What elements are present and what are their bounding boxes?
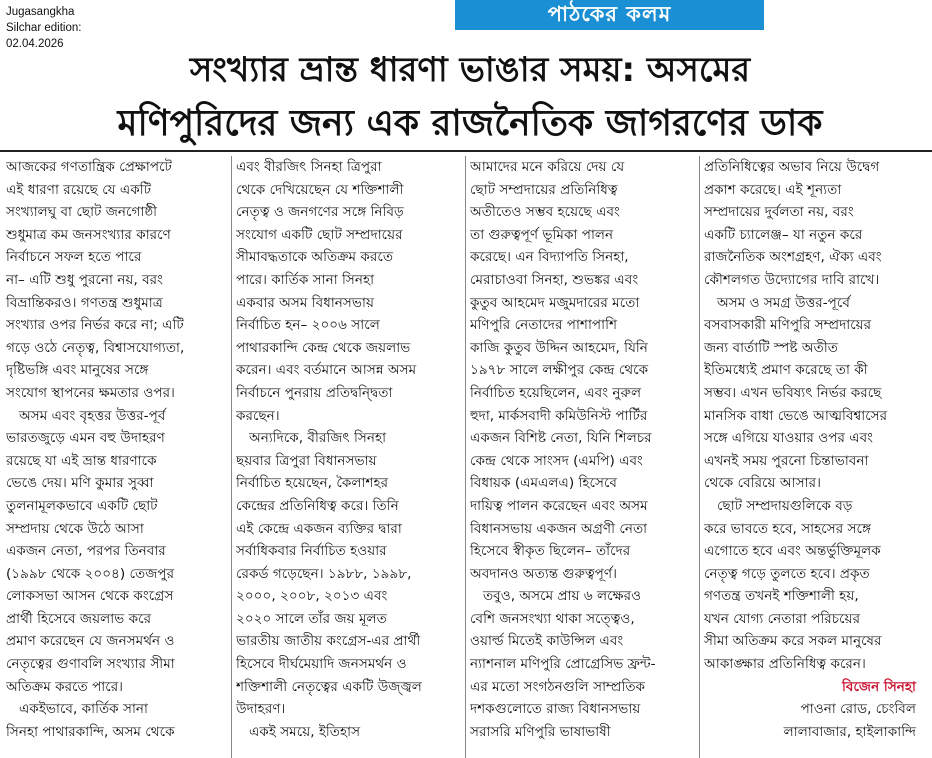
text-line: নির্বাচনে পুনরায় প্রতিদ্বন্দ্বিতা — [236, 384, 393, 401]
text-line: সঙ্গে এগিয়ে যাওয়ার ওপর এবং — [704, 430, 874, 447]
text-line: দায়িত্ব পালন করেছেন এবং অসম — [470, 497, 648, 514]
text-line: সংখ্যার ওপর নির্ভর করে না; এটি — [6, 317, 184, 334]
text-line: করছেন। — [236, 407, 280, 424]
text-line: লোকসভা আসন থেকে কংগ্রেস — [6, 588, 174, 605]
text-line: অন্যদিকে, বীরজিৎ সিনহা — [236, 430, 387, 447]
text-line: কুতুব আহমেদ মজুমদারের মতো — [470, 294, 640, 311]
text-line: নির্বাচনে সফল হতে পারে — [6, 249, 142, 266]
text-line: পারে। কার্তিক সানা সিনহা — [236, 271, 375, 288]
text-line: বসবাসকারী মণিপুরি সম্প্রদায়ের — [704, 317, 872, 334]
text-line: কেন্দ্র থেকে সাংসদ (এমপি) এবং — [470, 452, 643, 469]
text-line: এগোতে হবে এবং অন্তর্ভুক্তিমূলক — [704, 543, 881, 560]
section-title: পাঠকের কলম — [547, 1, 672, 26]
text-line: হিসেবে দীর্ঘমেয়াদি জনসমর্থন ও — [236, 656, 407, 673]
text-line: প্রার্থী হিসেবে জয়লাভ করে — [6, 610, 152, 627]
column-4-text — [704, 156, 928, 676]
text-line: এই ধারণা রয়েছে যে একটি — [6, 181, 152, 198]
edition-name: Silchar edition: — [6, 22, 82, 34]
text-line: নির্বাচিত হয়েছিলেন, এবং নুরুল — [470, 384, 642, 401]
text-line: তা গুরুত্বপূর্ণ ভূমিকা পালন — [470, 226, 614, 243]
article-headline — [20, 44, 920, 152]
text-line: মানসিক বাধা ভেঙে আত্মবিশ্বাসের — [704, 407, 888, 424]
text-line: একই সময়ে, ইতিহাস — [236, 723, 361, 740]
edition-date: 02.04.2026 — [6, 38, 64, 50]
article-column-3 — [470, 156, 696, 756]
text-line: একবার অসম বিধানসভায় — [236, 294, 374, 311]
text-line: অবদানও অত্যন্ত গুরুত্বপূর্ণ। — [470, 565, 617, 582]
text-line: করেছে। এন বিদ্যাপতি সিনহা, — [470, 249, 629, 266]
text-line: গণতন্ত্র তখনই শক্তিশালী হয়, — [704, 588, 859, 605]
text-line: করে ভাবতে হবে, সাহসের সঙ্গে — [704, 520, 871, 537]
text-line: সম্প্রদায় থেকে উঠে আসা — [6, 520, 144, 537]
text-line: রাজনৈতিক অংশগ্রহণ, ঐক্য এবং — [704, 249, 882, 266]
text-line: মেরাচাওবা সিনহা, শুভঙ্কর এবং — [470, 271, 639, 288]
headline-rule — [0, 150, 932, 152]
text-line: বিধানসভায় একজন অগ্রণী নেতা — [470, 520, 648, 537]
text-line: নেতৃত্ব ও জনগণের সঙ্গে নিবিড় — [236, 204, 404, 221]
text-line: প্রতিনিধিত্বের অভাব নিয়ে উদ্বেগ — [704, 159, 880, 175]
text-line: একটি চ্যালেঞ্জ– যা নতুন করে — [704, 226, 863, 243]
text-line: কেন্দ্রের প্রতিনিধিত্ব করে। তিনি — [236, 497, 399, 514]
text-line: ২০২০ সালে তাঁর জয় মূলত — [236, 610, 387, 627]
text-line: ভারতজুড়ে এমন বহু উদাহরণ — [6, 430, 165, 447]
text-line: সংযোগ একটি ছোট সম্প্রদায়ের — [236, 226, 403, 243]
text-line: সংযোগ স্থাপনের ক্ষমতার ওপর। — [6, 384, 175, 401]
text-line: ভারতীয় জাতীয় কংগ্রেস-এর প্রার্থী — [236, 633, 421, 650]
text-line: শক্তিশালী নেতৃত্বের একটি উজ্জ্বল — [236, 678, 422, 695]
text-line: একইভাবে, কার্তিক সানা — [6, 701, 148, 718]
text-line: বিভ্রান্তিকরও। গণতন্ত্র শুধুমাত্র — [6, 294, 163, 311]
text-line: এর মতো সংগঠনগুলি সাম্প্রতিক — [470, 678, 646, 695]
text-line: থেকে বেরিয়ে আসার। — [704, 475, 821, 492]
text-line: আকাঙ্ক্ষার প্রতিনিধিত্ব করেন। — [704, 656, 866, 673]
text-line: সরাসরি মণিপুরি ভাষাভাষী — [470, 723, 611, 740]
author-name: বিজেন সিনহা — [842, 678, 916, 695]
text-line: হুদা, মার্কসবাদী কমিউনিস্ট পার্টির — [470, 407, 648, 424]
text-line: সংখ্যালঘু বা ছোট জনগোষ্ঠী — [6, 204, 158, 221]
text-line: যখন যোগ্য নেতারা পরিচয়ের — [704, 610, 861, 627]
article-column-4 — [704, 156, 928, 756]
text-line: নির্বাচিত হন– ২০০৬ সালে — [236, 317, 380, 334]
text-line: প্রকাশ করেছে। এই শূন্যতা — [704, 181, 842, 198]
text-line: বিধায়ক (এমএলএ) হিসেবে — [470, 475, 617, 492]
text-line: এবং বীরজিৎ সিনহা ত্রিপুরা — [236, 159, 382, 175]
text-line: কাজি কুতুব উদ্দিন আহমেদ, যিনি — [470, 339, 648, 356]
text-line: নেতৃত্ব গড়ে তুলতে হবে। প্রকৃত — [704, 565, 870, 582]
text-line: অতিক্রম করতে পারে। — [6, 678, 124, 695]
headline-line-1: সংখ্যার ভ্রান্ত ধারণা ভাঙার সময়: অসমের — [189, 50, 751, 90]
text-line: আমাদের মনে করিয়ে দেয় যে — [470, 159, 625, 175]
text-line: সিনহা পাথারকান্দি, অসম থেকে — [6, 723, 175, 740]
text-line: না– এটি শুধু পুরনো নয়, বরং — [6, 271, 163, 288]
article-column-1 — [6, 156, 228, 756]
text-line: সর্বাধিকবার নির্বাচিত হওয়ার — [236, 543, 387, 560]
text-line: করেন। এবং বর্তমানে আসন্ন অসম — [236, 362, 417, 379]
text-line: দৃষ্টিভঙ্গি এবং মানুষের সঙ্গে — [6, 362, 149, 379]
text-line: নেতৃত্বের গুণাবলি সংখ্যার সীমা — [6, 656, 175, 673]
text-line: এই কেন্দ্রে একজন ব্যক্তির দ্বারা — [236, 520, 402, 537]
text-line: প্রমাণ করেছেন যে জনসমর্থন ও — [6, 633, 175, 650]
column-divider — [465, 156, 466, 758]
headline-line-2: মণিপুরিদের জন্য এক রাজনৈতিক জাগরণের ডাক — [117, 103, 823, 144]
column-divider — [699, 156, 700, 758]
text-line: পাথারকান্দি কেন্দ্র থেকে জয়লাভ — [236, 339, 411, 356]
text-line: ওয়ার্ল্ড মিতেই কাউন্সিল এবং — [470, 633, 624, 650]
text-line: অতীতেও সম্ভব হয়েছে এবং — [470, 204, 620, 221]
text-line: রেকর্ড গড়েছেন। ১৯৮৮, ১৯৯৮, — [236, 565, 412, 582]
text-line: ১৯৭৮ সালে লক্ষীপুর কেন্দ্র থেকে — [470, 362, 649, 379]
text-line: ২০০০, ২০০৮, ২০১৩ এবং — [236, 588, 388, 605]
text-line: অসম এবং বৃহত্তর উত্তর-পূর্ব — [6, 407, 166, 424]
text-line: ছয়বার ত্রিপুরা বিধানসভায় — [236, 452, 377, 469]
author-address-2: লালাবাজার, হাইলাকান্দি — [783, 723, 916, 740]
text-line: একজন নেতা, পরপর তিনবার — [6, 543, 166, 560]
column-divider — [231, 156, 232, 758]
article-column-2 — [236, 156, 460, 756]
text-line: তবুও, অসমে প্রায় ৬ লক্ষেরও — [470, 588, 642, 605]
text-line: একজন বিশিষ্ট নেতা, যিনি শিলচর — [470, 430, 652, 447]
text-line: বেশি জনসংখ্যা থাকা সত্ত্বেও, — [470, 610, 635, 627]
text-line: জন্য বার্তাটি স্পষ্ট অতীত — [704, 339, 838, 356]
text-line: দশকগুলোতে রাজ্য বিধানসভায় — [470, 701, 641, 718]
text-line: নির্বাচিত হয়েছেন, কৈলাশহর — [236, 475, 389, 492]
text-line: হিসেবে স্বীকৃত ছিলেন– তাঁদের — [470, 543, 631, 560]
text-line: মণিপুরি নেতাদের পাশাপাশি — [470, 317, 618, 334]
text-line: সম্ভব। এখন ভবিষ্যৎ নির্ভর করছে — [704, 384, 882, 401]
text-line: (১৯৯৮ থেকে ২০০৪) তেজপুর — [6, 565, 175, 582]
text-line: ইতিমধ্যেই প্রমাণ করেছে তা কী — [704, 362, 868, 379]
text-line: তুলনামূলকভাবে একটি ছোট — [6, 497, 158, 514]
text-line: কৌশলগত উদ্যোগের দাবি রাখে। — [704, 271, 880, 288]
text-line: শুধুমাত্র কম জনসংখ্যার কারণে — [6, 226, 171, 243]
text-line: ন্যাশনাল মণিপুরি প্রোগ্রেসিভ ফ্রন্ট- — [470, 656, 656, 673]
text-line: আজকের গণতান্ত্রিক প্রেক্ষাপটে — [6, 159, 172, 175]
text-line: সীমা অতিক্রম করে সকল মানুষের — [704, 633, 882, 650]
text-line: সীমাবদ্ধতাকে অতিক্রম করতে — [236, 249, 394, 266]
text-line: অসম ও সমগ্র উত্তর-পূর্বে — [704, 294, 850, 311]
text-line: ভেঙে দেয়। মণি কুমার সুব্বা — [6, 475, 154, 492]
text-line: থেকে দেখিয়েছেন যে শক্তিশালী — [236, 181, 404, 198]
text-line: এখনই সময় পুরনো চিন্তাভাবনা — [704, 452, 869, 469]
author-address-1: পাওনা রোড, চেংবিল — [800, 701, 916, 718]
text-line: সম্প্রদায়ের দুর্বলতা নয়, বরং — [704, 204, 854, 221]
text-line: ছোট সম্প্রদায়ের প্রতিনিধিত্ব — [470, 181, 618, 198]
paper-name: Jugasangkha — [6, 6, 75, 18]
text-line: উদাহরণ। — [236, 701, 286, 718]
text-line: ছোট সম্প্রদায়গুলিকে বড় — [704, 497, 853, 514]
section-header — [455, 0, 764, 30]
text-line: রয়েছে যা এই ভ্রান্ত ধারণাকে — [6, 452, 157, 469]
text-line: গড়ে ওঠে নেতৃত্ব, বিশ্বাসযোগ্যতা, — [6, 339, 185, 356]
